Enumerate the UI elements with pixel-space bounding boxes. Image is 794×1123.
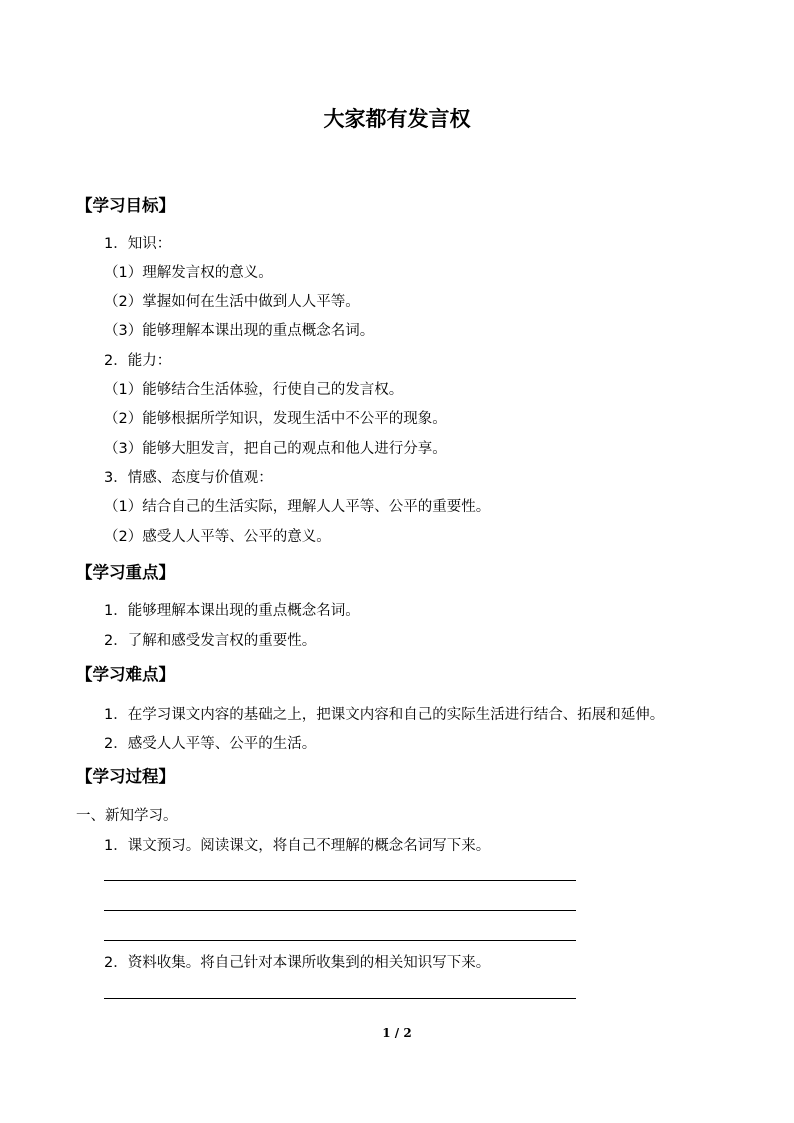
goal-knowledge-item: （3）能够理解本课出现的重点概念名词。 xyxy=(104,323,375,339)
answer-line[interactable] xyxy=(104,940,576,941)
page-number: 1 / 2 xyxy=(382,1026,412,1040)
document-title: 大家都有发言权 xyxy=(323,107,471,131)
goal-ability-item: （3）能够大胆发言，把自己的观点和他人进行分享。 xyxy=(104,441,447,457)
goal-emotion-item: （2）感受人人平等、公平的意义。 xyxy=(104,529,331,545)
answer-line[interactable] xyxy=(104,998,576,999)
focus-item: 2．了解和感受发言权的重要性。 xyxy=(104,633,317,649)
answer-line[interactable] xyxy=(104,880,576,881)
process-part-label: 一、新知学习。 xyxy=(76,808,178,824)
section-heading-focus: 【学习重点】 xyxy=(76,563,175,582)
goal-emotion-item: （1）结合自己的生活实际，理解人人平等、公平的重要性。 xyxy=(104,499,491,515)
difficulty-item: 1．在学习课文内容的基础之上，把课文内容和自己的实际生活进行结合、拓展和延伸。 xyxy=(104,707,665,723)
goal-knowledge-item: （2）掌握如何在生活中做到人人平等。 xyxy=(104,294,360,310)
goal-ability-label: 2．能力： xyxy=(104,353,172,369)
goal-ability-item: （2）能够根据所学知识，发现生活中不公平的现象。 xyxy=(104,411,447,427)
difficulty-item: 2．感受人人平等、公平的生活。 xyxy=(104,736,317,752)
process-task: 2．资料收集。将自己针对本课所收集到的相关知识写下来。 xyxy=(104,955,491,971)
focus-item: 1．能够理解本课出现的重点概念名词。 xyxy=(104,603,360,619)
goal-ability-item: （1）能够结合生活体验，行使自己的发言权。 xyxy=(104,382,404,398)
goal-knowledge-label: 1．知识： xyxy=(104,236,172,252)
answer-line[interactable] xyxy=(104,910,576,911)
goal-knowledge-item: （1）理解发言权的意义。 xyxy=(104,265,273,281)
section-heading-process: 【学习过程】 xyxy=(76,767,175,786)
goal-emotion-label: 3．情感、态度与价值观： xyxy=(104,470,273,486)
section-heading-difficulty: 【学习难点】 xyxy=(76,665,175,684)
process-task: 1．课文预习。阅读课文，将自己不理解的概念名词写下来。 xyxy=(104,838,491,854)
section-heading-goals: 【学习目标】 xyxy=(76,196,175,215)
